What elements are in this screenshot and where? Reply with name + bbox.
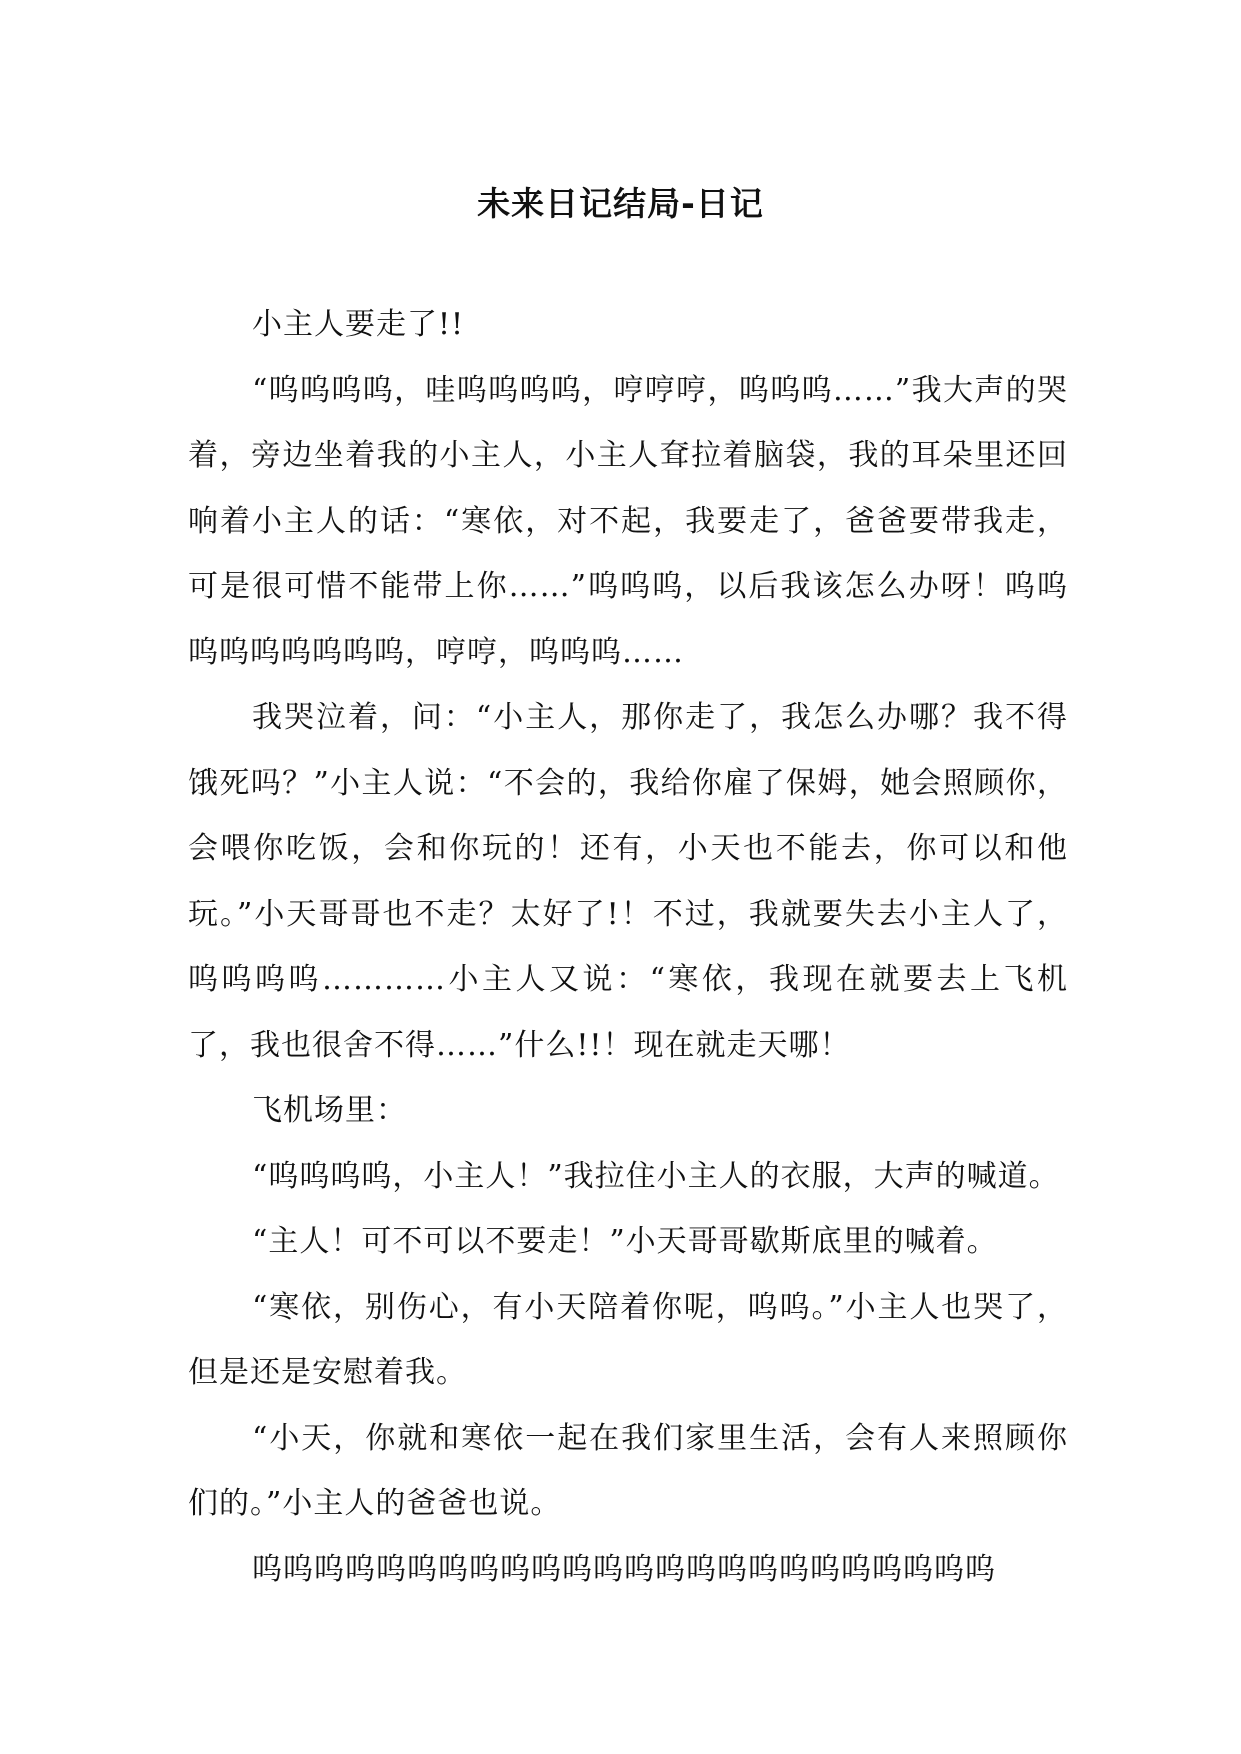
paragraph-2: “呜呜呜呜，哇呜呜呜呜，哼哼哼，呜呜呜……”我大声的哭着，旁边坐着我的小主人，小主人耷拉着脑袋，我的耳朵里还回响着小主人的话：“寒依，对不起，我要走了，爸爸要带我走，可是很可惜不能带上你……”呜呜呜，以后我该怎么办呀！呜呜呜呜呜呜呜呜呜，哼哼，呜呜呜…… [188, 372, 1068, 670]
paragraph-5: “呜呜呜呜，小主人！”我拉住小主人的衣服，大声的喊道。 [252, 1158, 1060, 1194]
paragraph-8: “小天，你就和寒依一起在我们家里生活，会有人来照顾你们的。”小主人的爸爸也说。 [188, 1420, 1068, 1521]
paragraph-4: 飞机场里： [252, 1093, 407, 1128]
paragraph-7: “寒依，别伤心，有小天陪着你呢，呜呜。”小主人也哭了，但是还是安慰着我。 [188, 1289, 1068, 1390]
document-title: 未来日记结局-日记 [477, 184, 764, 224]
paragraph-6: “主人！可不可以不要走！”小天哥哥歇斯底里的喊着。 [252, 1224, 998, 1259]
paragraph-1: 小主人要走了!! [252, 307, 465, 342]
paragraph-3: 我哭泣着，问：“小主人，那你走了，我怎么办哪？我不得饿死吗？”小主人说：“不会的，我给你雇了保姆，她会照顾你，会喂你吃饭，会和你玩的！还有，小天也不能去，你可以和他玩。”小天哥哥也不走？太好了!！不过，我就要失去小主人了，呜呜呜呜…………小主人又说：“寒依，我现在就要去上飞机了，我也很舍不得……”什么!!！现在就走天哪！ [188, 700, 1068, 1063]
paragraph-9: 呜呜呜呜呜呜呜呜呜呜呜呜呜呜呜呜呜呜呜呜呜呜呜呜 [252, 1551, 996, 1587]
document-body [188, 292, 1068, 1602]
